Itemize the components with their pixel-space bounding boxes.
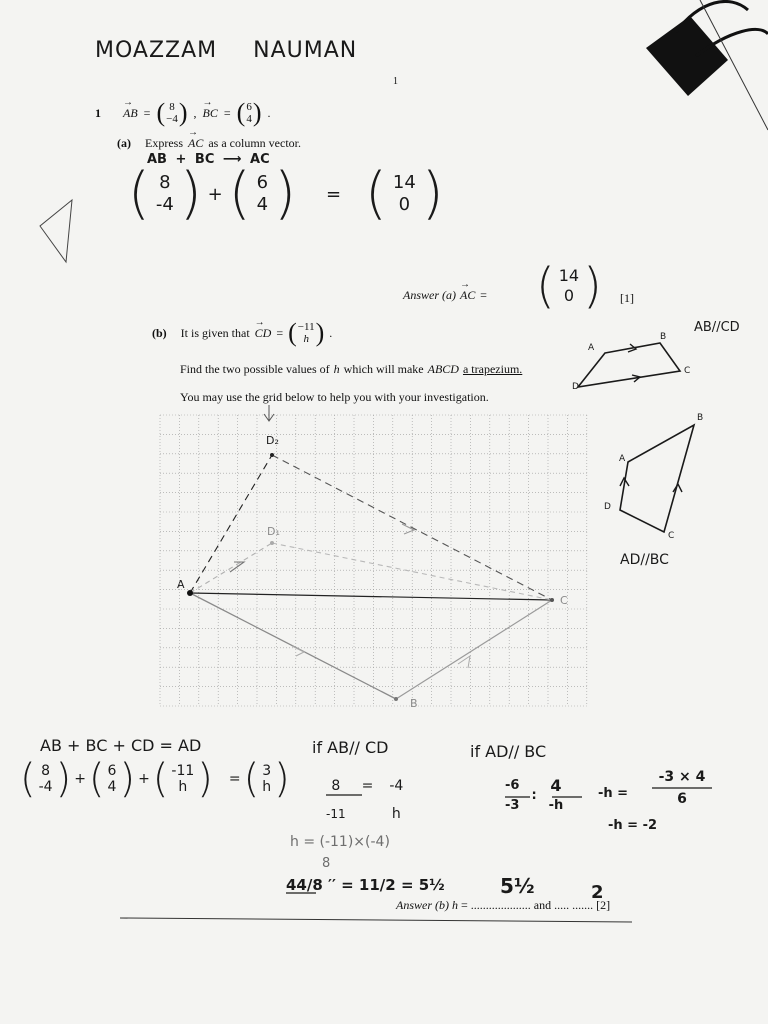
eq-vector-sum: AB + BC + CD = AD: [40, 736, 202, 755]
grid-label-d2: D₂: [266, 434, 279, 447]
part-a-question: (a) Express → AC as a column vector.: [117, 136, 301, 151]
answer-b-value-1: 5½: [500, 874, 535, 898]
point-a: [187, 590, 193, 596]
part-a-working-header: AB + BC ⟶ AC: [147, 152, 270, 167]
case2-header: if AD// BC: [470, 742, 547, 761]
binder-clip-icon: [646, 0, 768, 130]
case2-step1: -h =: [598, 786, 629, 801]
point-d2: [270, 453, 274, 457]
trap1-label-d: D: [572, 382, 579, 392]
case1-fraction: 8 -11 = -4 h: [326, 778, 404, 822]
point-b: [394, 697, 398, 701]
grid-label-a: A: [177, 578, 185, 591]
case1-header: if AB// CD: [312, 738, 389, 757]
line-a-d2: [190, 455, 272, 593]
trap1-label-a: A: [588, 343, 595, 353]
side-note-ab-parallel-cd: AB//CD: [694, 320, 740, 335]
investigation-grid: [160, 415, 587, 706]
case1-result: 44/8 ′′ = 11/2 = 5½: [286, 876, 445, 894]
trapezium-sketch-2: [620, 425, 694, 532]
case1-solve: h = (-11)×(-4): [290, 834, 390, 850]
trapezium-sketch-1: [578, 343, 680, 387]
margin-triangle-doodle: [40, 200, 72, 262]
eq-vector-columns: ( 8 -4 ) + ( 6 4 ) + ( -11 h ) = ( 3 h ): [20, 756, 290, 802]
page-number: 1: [393, 76, 398, 87]
grid-label-d1: D₁: [267, 525, 280, 538]
trap2-label-c: C: [668, 531, 675, 541]
part-a-working: ( 8 -4 ) + ( 6 4 ) = ( 14 0 ): [128, 161, 444, 226]
trap1-label-c: C: [684, 366, 691, 376]
side-note-ad-parallel-bc: AD//BC: [620, 552, 669, 568]
ab-vector: ( 8 −4 ): [156, 98, 188, 127]
marks-a: [1]: [620, 291, 634, 305]
grid-label-b: B: [410, 697, 418, 710]
trap1-label-b: B: [660, 332, 667, 342]
student-name: MOAZZAM NAUMAN: [95, 38, 358, 63]
case1-denominator: 8: [322, 856, 331, 871]
part-b-instruction-2: You may use the grid below to help you with your investigation.: [180, 390, 489, 404]
answer-a-label: Answer (a) → AC =: [403, 288, 487, 303]
point-c: [550, 598, 554, 602]
bc-vector: ( 6 4 ): [236, 98, 262, 127]
answer-a-value: ( 14 0 ): [536, 258, 602, 314]
question-1-header: 1 → AB = ( 8 −4 ) , → BC = ( 6 4 ) .: [95, 100, 270, 126]
grid-label-c: C: [560, 594, 568, 607]
answer-b-line: Answer (b) h = .................... and ..... ....... [2]: [396, 898, 611, 912]
bottom-divider: [120, 918, 632, 922]
bc-label: → BC: [203, 106, 218, 121]
point-d1: [270, 541, 274, 545]
part-b-question: (b) It is given that → CD = ( −11 h ) .: [152, 320, 332, 346]
case2-step2: -h = -2: [608, 818, 658, 833]
trap2-label-b: B: [697, 413, 704, 423]
trap2-label-d: D: [604, 502, 611, 512]
case2-fraction: -6 -3 : 4 -h: [505, 776, 564, 813]
line-d2-c: [272, 455, 552, 600]
question-number: 1: [95, 105, 101, 120]
case2-step1-fraction: -3 × 4 6: [658, 769, 706, 807]
ab-label: → AB: [123, 106, 138, 121]
grid-construction-lines: [187, 405, 554, 701]
answer-b-value-2: 2: [591, 882, 604, 903]
part-b-instruction-1: Find the two possible values of h which will make ABCD a trapezium.: [180, 362, 523, 376]
arrow-mark-bc: [458, 656, 470, 668]
trap2-label-a: A: [619, 454, 626, 464]
line-a-c: [190, 593, 552, 600]
